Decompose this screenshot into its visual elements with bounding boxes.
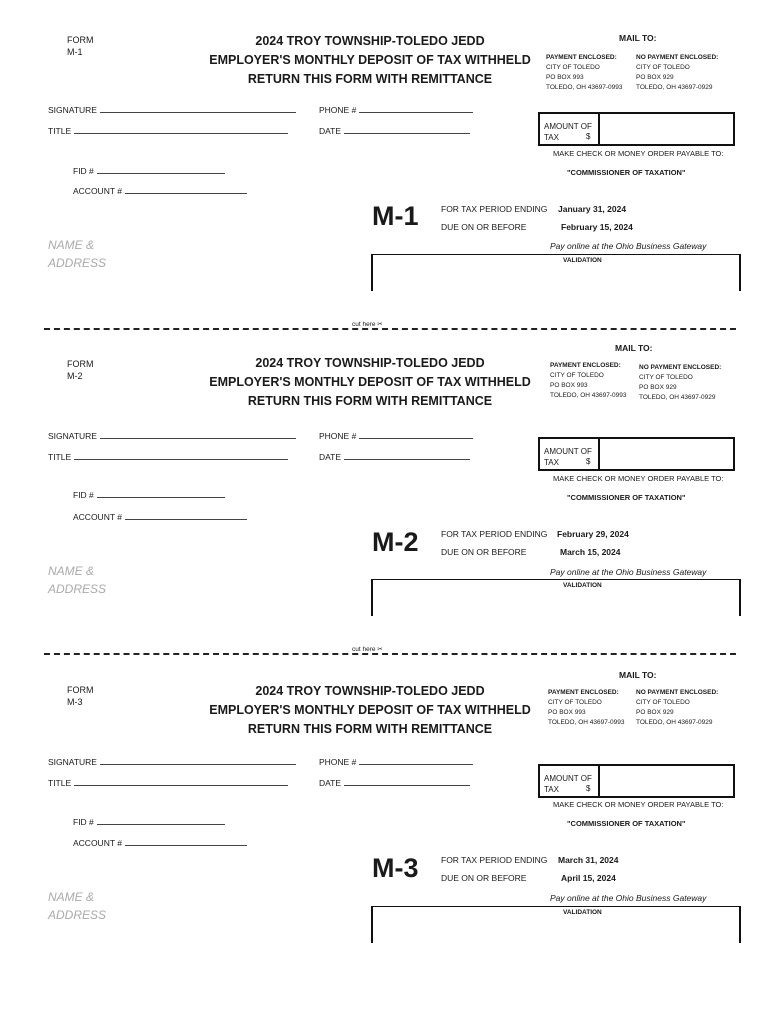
dollar-sign: $ bbox=[586, 132, 591, 141]
fid-label: FID # bbox=[73, 817, 94, 827]
amount-label-1: AMOUNT OF bbox=[544, 447, 592, 456]
no-payment-enclosed-heading: NO PAYMENT ENCLOSED: bbox=[636, 54, 719, 61]
date-line[interactable] bbox=[344, 451, 470, 460]
signature-line[interactable] bbox=[100, 104, 296, 113]
dollar-sign: $ bbox=[586, 457, 591, 466]
title-line-3: RETURN THIS FORM WITH REMITTANCE bbox=[247, 72, 493, 86]
amount-of-tax-box[interactable] bbox=[538, 764, 735, 798]
account-label: ACCOUNT # bbox=[73, 512, 122, 522]
signature-label: SIGNATURE bbox=[48, 105, 97, 115]
validation-label: VALIDATION bbox=[563, 582, 602, 589]
title-line-2: EMPLOYER'S MONTHLY DEPOSIT OF TAX WITHHELD bbox=[209, 53, 531, 67]
address-line: PO BOX 993 bbox=[546, 74, 584, 81]
account-label: ACCOUNT # bbox=[73, 186, 122, 196]
payment-enclosed-heading: PAYMENT ENCLOSED: bbox=[546, 54, 617, 61]
phone-line[interactable] bbox=[359, 756, 473, 765]
form-big-code: M-1 bbox=[372, 201, 419, 231]
mail-to-heading: MAIL TO: bbox=[619, 33, 657, 43]
fid-field[interactable] bbox=[73, 165, 225, 176]
amount-divider bbox=[598, 439, 600, 469]
phone-line[interactable] bbox=[359, 430, 473, 439]
no-payment-enclosed-heading: NO PAYMENT ENCLOSED: bbox=[639, 364, 722, 371]
phone-label: PHONE # bbox=[319, 431, 357, 441]
form-code: M-2 bbox=[67, 371, 83, 381]
date-field[interactable] bbox=[319, 451, 470, 462]
phone-label: PHONE # bbox=[319, 105, 357, 115]
name-address-placeholder bbox=[48, 236, 106, 272]
date-label: DATE bbox=[319, 452, 342, 462]
phone-label: PHONE # bbox=[319, 757, 357, 767]
tax-period-label: FOR TAX PERIOD ENDING bbox=[441, 529, 548, 539]
commissioner-text: "COMMISSIONER OF TAXATION" bbox=[567, 819, 686, 828]
amount-divider bbox=[598, 114, 600, 144]
validation-box bbox=[371, 579, 741, 616]
form-code: M-3 bbox=[67, 697, 83, 707]
form-id bbox=[67, 34, 94, 58]
pay-online-text: Pay online at the Ohio Business Gateway bbox=[550, 893, 707, 903]
validation-box bbox=[371, 254, 741, 291]
no-payment-enclosed-address bbox=[636, 53, 718, 93]
payment-enclosed-address bbox=[550, 361, 626, 401]
form-big-code: M-2 bbox=[372, 527, 419, 557]
name-address-placeholder bbox=[48, 888, 106, 924]
payable-to-text: MAKE CHECK OR MONEY ORDER PAYABLE TO: bbox=[553, 474, 724, 483]
mail-to-heading: MAIL TO: bbox=[615, 343, 653, 353]
signature-line[interactable] bbox=[100, 430, 296, 439]
title-line-1: 2024 TROY TOWNSHIP-TOLEDO JEDD bbox=[255, 34, 485, 48]
title-label: TITLE bbox=[48, 452, 72, 462]
fid-field[interactable] bbox=[73, 816, 225, 827]
form-label: FORM bbox=[67, 685, 94, 695]
fid-field[interactable] bbox=[73, 489, 225, 500]
due-date-label: DUE ON OR BEFORE bbox=[441, 547, 527, 557]
title-label: TITLE bbox=[48, 126, 72, 136]
fid-label: FID # bbox=[73, 490, 94, 500]
amount-label-2: TAX bbox=[544, 133, 559, 142]
amount-label bbox=[544, 121, 592, 143]
account-label: ACCOUNT # bbox=[73, 838, 122, 848]
payment-enclosed-address bbox=[546, 53, 622, 93]
dollar-sign: $ bbox=[586, 784, 591, 793]
address-label: ADDRESS bbox=[48, 908, 107, 922]
address-line: PO BOX 929 bbox=[639, 384, 677, 391]
fid-line[interactable] bbox=[97, 165, 225, 174]
due-date-label: DUE ON OR BEFORE bbox=[441, 873, 527, 883]
phone-field[interactable] bbox=[319, 104, 473, 115]
mail-to-heading: MAIL TO: bbox=[619, 670, 657, 680]
form-id bbox=[67, 358, 94, 382]
account-line[interactable] bbox=[125, 511, 247, 520]
commissioner-text: "COMMISSIONER OF TAXATION" bbox=[567, 168, 686, 177]
form-label: FORM bbox=[67, 35, 94, 45]
amount-label bbox=[544, 446, 592, 468]
account-field[interactable] bbox=[73, 511, 247, 522]
address-line: CITY OF TOLEDO bbox=[546, 64, 600, 71]
amount-of-tax-box[interactable] bbox=[538, 112, 735, 146]
form-label: FORM bbox=[67, 359, 94, 369]
tax-period-value: January 31, 2024 bbox=[558, 204, 627, 214]
address-line: TOLEDO, OH 43697-0993 bbox=[550, 392, 627, 399]
form-big-code: M-3 bbox=[372, 853, 419, 883]
title-line-3: RETURN THIS FORM WITH REMITTANCE bbox=[247, 722, 493, 736]
cut-line bbox=[44, 648, 736, 658]
no-payment-enclosed-heading: NO PAYMENT ENCLOSED: bbox=[636, 689, 719, 696]
payable-to-text: MAKE CHECK OR MONEY ORDER PAYABLE TO: bbox=[553, 149, 724, 158]
amount-label-1: AMOUNT OF bbox=[544, 774, 592, 783]
date-label: DATE bbox=[319, 126, 342, 136]
tax-period-value: February 29, 2024 bbox=[557, 529, 629, 539]
amount-label-2: TAX bbox=[544, 785, 559, 794]
date-field[interactable] bbox=[319, 777, 470, 788]
name-label: NAME & bbox=[48, 238, 95, 252]
address-line: CITY OF TOLEDO bbox=[548, 699, 602, 706]
title-field[interactable] bbox=[48, 451, 288, 462]
dashed-line bbox=[44, 653, 736, 655]
due-date-label: DUE ON OR BEFORE bbox=[441, 222, 527, 232]
validation-label: VALIDATION bbox=[563, 909, 602, 916]
tax-period-value: March 31, 2024 bbox=[558, 855, 619, 865]
address-line: CITY OF TOLEDO bbox=[636, 699, 690, 706]
address-line: CITY OF TOLEDO bbox=[550, 372, 604, 379]
name-label: NAME & bbox=[48, 564, 95, 578]
pay-online-text: Pay online at the Ohio Business Gateway bbox=[550, 567, 707, 577]
phone-field[interactable] bbox=[319, 756, 473, 767]
payable-to-text: MAKE CHECK OR MONEY ORDER PAYABLE TO: bbox=[553, 800, 724, 809]
due-date-value: April 15, 2024 bbox=[561, 873, 616, 883]
form-m2 bbox=[0, 337, 770, 637]
fid-line[interactable] bbox=[97, 489, 225, 498]
amount-divider bbox=[598, 766, 600, 796]
title-line[interactable] bbox=[74, 125, 288, 134]
amount-label-2: TAX bbox=[544, 458, 559, 467]
title-line-1: 2024 TROY TOWNSHIP-TOLEDO JEDD bbox=[255, 356, 485, 370]
address-line: PO BOX 929 bbox=[636, 74, 674, 81]
address-line: PO BOX 993 bbox=[548, 709, 586, 716]
form-id bbox=[67, 684, 94, 708]
amount-label-1: AMOUNT OF bbox=[544, 122, 592, 131]
date-field[interactable] bbox=[319, 125, 470, 136]
amount-label bbox=[544, 773, 592, 795]
form-m3 bbox=[0, 664, 770, 964]
signature-line[interactable] bbox=[100, 756, 296, 765]
phone-line[interactable] bbox=[359, 104, 473, 113]
address-line: PO BOX 929 bbox=[636, 709, 674, 716]
name-address-placeholder bbox=[48, 562, 106, 598]
validation-label: VALIDATION bbox=[563, 257, 602, 264]
address-line: CITY OF TOLEDO bbox=[639, 374, 693, 381]
form-title bbox=[200, 32, 540, 89]
validation-box bbox=[371, 906, 741, 943]
title-line[interactable] bbox=[74, 451, 288, 460]
title-line-2: EMPLOYER'S MONTHLY DEPOSIT OF TAX WITHHELD bbox=[209, 703, 531, 717]
form-m1 bbox=[0, 28, 770, 328]
address-line: CITY OF TOLEDO bbox=[636, 64, 690, 71]
signature-field[interactable] bbox=[48, 430, 296, 441]
tax-period-label: FOR TAX PERIOD ENDING bbox=[441, 204, 548, 214]
due-date-value: February 15, 2024 bbox=[561, 222, 633, 232]
title-label: TITLE bbox=[48, 778, 72, 788]
pay-online-text: Pay online at the Ohio Business Gateway bbox=[550, 241, 707, 251]
title-line-1: 2024 TROY TOWNSHIP-TOLEDO JEDD bbox=[255, 684, 485, 698]
address-label: ADDRESS bbox=[48, 256, 107, 270]
payment-enclosed-heading: PAYMENT ENCLOSED: bbox=[550, 362, 621, 369]
title-line[interactable] bbox=[74, 777, 288, 786]
name-label: NAME & bbox=[48, 890, 95, 904]
date-label: DATE bbox=[319, 778, 342, 788]
signature-field[interactable] bbox=[48, 756, 296, 767]
cut-here-label: cut here ✂ bbox=[349, 320, 386, 328]
address-line: TOLEDO, OH 43697-0929 bbox=[636, 84, 713, 91]
fid-line[interactable] bbox=[97, 816, 225, 825]
account-field[interactable] bbox=[73, 185, 247, 196]
account-line[interactable] bbox=[125, 185, 247, 194]
address-label: ADDRESS bbox=[48, 582, 107, 596]
due-date-value: March 15, 2024 bbox=[560, 547, 621, 557]
account-line[interactable] bbox=[125, 837, 247, 846]
date-line[interactable] bbox=[344, 125, 470, 134]
address-line: TOLEDO, OH 43697-0929 bbox=[636, 719, 713, 726]
cut-line bbox=[44, 323, 736, 333]
address-line: TOLEDO, OH 43697-0993 bbox=[546, 84, 623, 91]
account-field[interactable] bbox=[73, 837, 247, 848]
dashed-line bbox=[44, 328, 736, 330]
address-line: TOLEDO, OH 43697-0929 bbox=[639, 394, 716, 401]
cut-here-label: cut here ✂ bbox=[349, 645, 386, 653]
title-line-3: RETURN THIS FORM WITH REMITTANCE bbox=[247, 394, 493, 408]
signature-label: SIGNATURE bbox=[48, 431, 97, 441]
fid-label: FID # bbox=[73, 166, 94, 176]
address-line: PO BOX 993 bbox=[550, 382, 588, 389]
form-title bbox=[200, 354, 540, 411]
signature-field[interactable] bbox=[48, 104, 296, 115]
address-line: TOLEDO, OH 43697-0993 bbox=[548, 719, 625, 726]
title-field[interactable] bbox=[48, 125, 288, 136]
commissioner-text: "COMMISSIONER OF TAXATION" bbox=[567, 493, 686, 502]
title-field[interactable] bbox=[48, 777, 288, 788]
tax-period-label: FOR TAX PERIOD ENDING bbox=[441, 855, 548, 865]
signature-label: SIGNATURE bbox=[48, 757, 97, 767]
title-line-2: EMPLOYER'S MONTHLY DEPOSIT OF TAX WITHHELD bbox=[209, 375, 531, 389]
amount-of-tax-box[interactable] bbox=[538, 437, 735, 471]
payment-enclosed-address bbox=[548, 688, 624, 728]
form-code: M-1 bbox=[67, 47, 83, 57]
no-payment-enclosed-address bbox=[639, 363, 721, 403]
date-line[interactable] bbox=[344, 777, 470, 786]
payment-enclosed-heading: PAYMENT ENCLOSED: bbox=[548, 689, 619, 696]
phone-field[interactable] bbox=[319, 430, 473, 441]
form-title bbox=[200, 682, 540, 739]
no-payment-enclosed-address bbox=[636, 688, 718, 728]
